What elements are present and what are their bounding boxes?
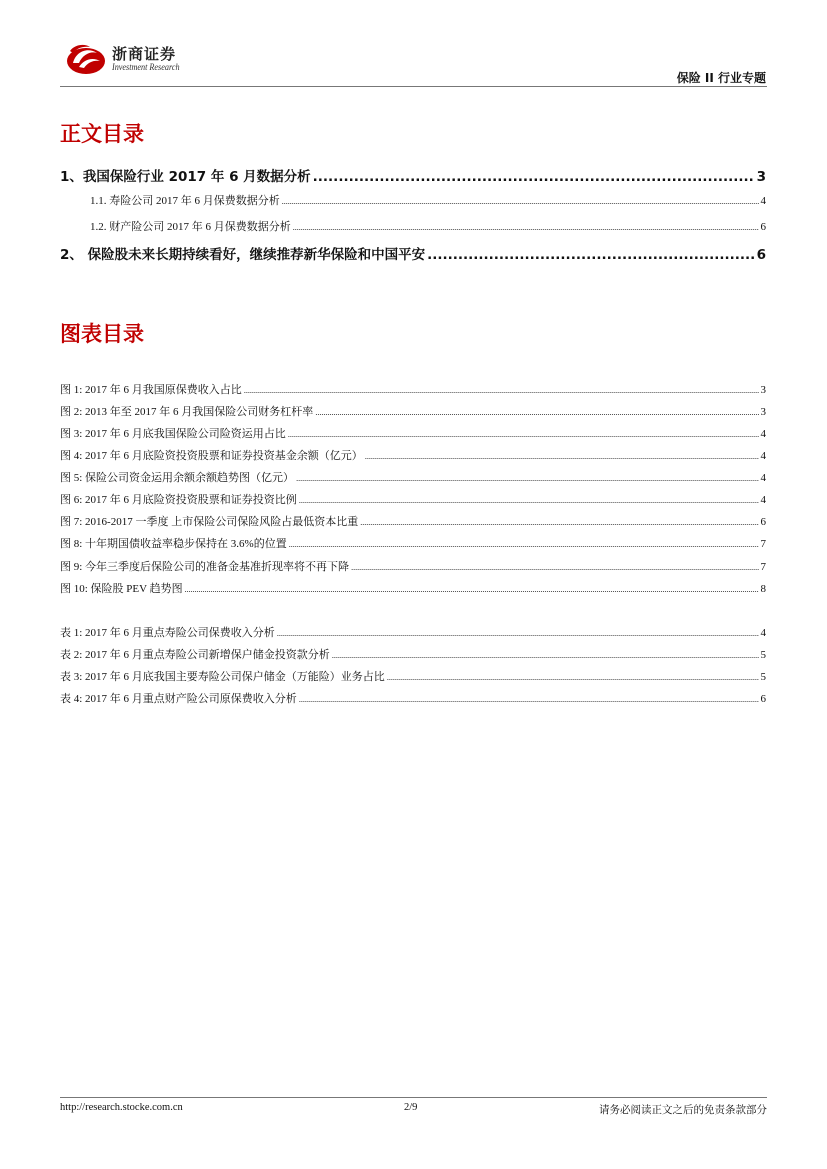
figure-entry[interactable] [60,447,766,463]
toc-entry[interactable] [60,165,766,185]
disclaimer-note: 请务必阅读正文之后的免责条款部分 [599,1105,767,1116]
toc-entry-page: 3 [756,169,766,185]
dot-leader [185,585,759,594]
figure-entry[interactable] [60,403,766,419]
figure-entry-page: 3 [760,406,766,418]
figure-entry[interactable] [60,381,766,397]
toc-title: 正文目录 [60,122,144,146]
dot-leader [293,223,759,232]
toc-entry[interactable] [90,192,766,208]
table-entry-label: 表 2: 2017 年 6 月重点寿险公司新增保户储金投资款分析 [60,649,330,661]
figure-entry-label: 图 6: 2017 年 6 月底险资投资股票和证券投资比例 [60,494,297,506]
header-divider [60,86,767,87]
figure-entry-label: 图 10: 保险股 PEV 趋势图 [60,583,183,595]
dot-leader [332,651,759,660]
figure-entry[interactable] [60,535,766,551]
dot-leader [387,673,759,682]
figure-entry[interactable] [60,425,766,441]
table-entry-page: 6 [760,693,766,705]
table-entry[interactable] [60,624,766,640]
figure-entry-page: 8 [760,583,766,595]
figure-entry[interactable] [60,469,766,485]
figure-entry-page: 7 [760,561,766,573]
dot-leader [427,247,755,263]
figure-entry-label: 图 2: 2013 年至 2017 年 6 月我国保险公司财务杠杆率 [60,406,314,418]
figure-entry-page: 6 [760,516,766,528]
table-entry-page: 5 [760,671,766,683]
table-entry[interactable] [60,668,766,684]
dot-leader [288,430,759,439]
dot-leader [351,563,758,572]
dot-leader [296,474,758,483]
dot-leader [277,629,759,638]
toc-entry-label: 2、 保险股未来长期持续看好，继续推荐新华保险和中国平安 [60,247,426,263]
figure-entry-page: 4 [760,450,766,462]
table-entry[interactable] [60,690,766,706]
dot-leader [289,540,759,549]
dot-leader [365,452,759,461]
toc-entry-label: 1.1. 寿险公司 2017 年 6 月保费数据分析 [90,195,280,207]
toc-entry-label: 1.2. 财产险公司 2017 年 6 月保费数据分析 [90,221,291,233]
footer-divider [60,1097,767,1098]
figure-entry[interactable] [60,558,766,574]
toc-entry-page: 6 [756,247,766,263]
figures-title: 图表目录 [60,322,144,346]
dot-leader [299,695,759,704]
figure-entry[interactable] [60,491,766,507]
figure-entry-label: 图 3: 2017 年 6 月底我国保险公司险资运用占比 [60,428,286,440]
figure-entry-label: 图 9: 今年三季度后保险公司的准备金基准折现率将不再下降 [60,561,350,573]
table-entry-page: 4 [760,627,766,639]
dot-leader [313,169,755,185]
report-category: 保险 II 行业专题 [676,71,766,85]
figure-entry-label: 图 8: 十年期国债收益率稳步保持在 3.6%的位置 [60,538,287,550]
figure-entry-page: 4 [760,472,766,484]
figure-entry-label: 图 4: 2017 年 6 月底险资投资股票和证券投资基金余额（亿元） [60,450,363,462]
toc-entry-page: 4 [760,195,766,207]
table-entry-label: 表 4: 2017 年 6 月重点财产险公司原保费收入分析 [60,693,297,705]
logo-english-name: Investment Research [112,63,180,73]
table-entry-label: 表 1: 2017 年 6 月重点寿险公司保费收入分析 [60,627,275,639]
toc-entry-page: 6 [760,221,766,233]
dot-leader [360,518,758,527]
figure-entry[interactable] [60,513,766,529]
figure-entry-page: 4 [760,428,766,440]
company-logo-icon [64,41,108,77]
dot-leader [282,197,759,206]
toc-entry-label: 1、我国保险行业 2017 年 6 月数据分析 [60,169,311,185]
figure-entry-page: 7 [760,538,766,550]
figure-entry-page: 3 [760,384,766,396]
dot-leader [244,386,759,395]
logo-chinese-name: 浙商证券 [112,45,177,63]
table-entry[interactable] [60,646,766,662]
toc-entry[interactable] [90,218,766,234]
table-entry-page: 5 [760,649,766,661]
dot-leader [299,496,759,505]
figure-entry-label: 图 5: 保险公司资金运用余额余额趋势图（亿元） [60,472,295,484]
figure-entry[interactable] [60,580,766,596]
footer-website-link[interactable]: http://research.stocke.com.cn [60,1102,183,1113]
table-entry-label: 表 3: 2017 年 6 月底我国主要寿险公司保户储金（万能险）业务占比 [60,671,385,683]
dot-leader [315,408,758,417]
figure-entry-page: 4 [760,494,766,506]
figure-entry-label: 图 7: 2016-2017 一季度 上市保险公司保险风险占最低资本比重 [60,516,359,528]
page-number: 2/9 [404,1102,418,1113]
toc-entry[interactable] [60,243,766,263]
figure-entry-label: 图 1: 2017 年 6 月我国原保费收入占比 [60,384,242,396]
